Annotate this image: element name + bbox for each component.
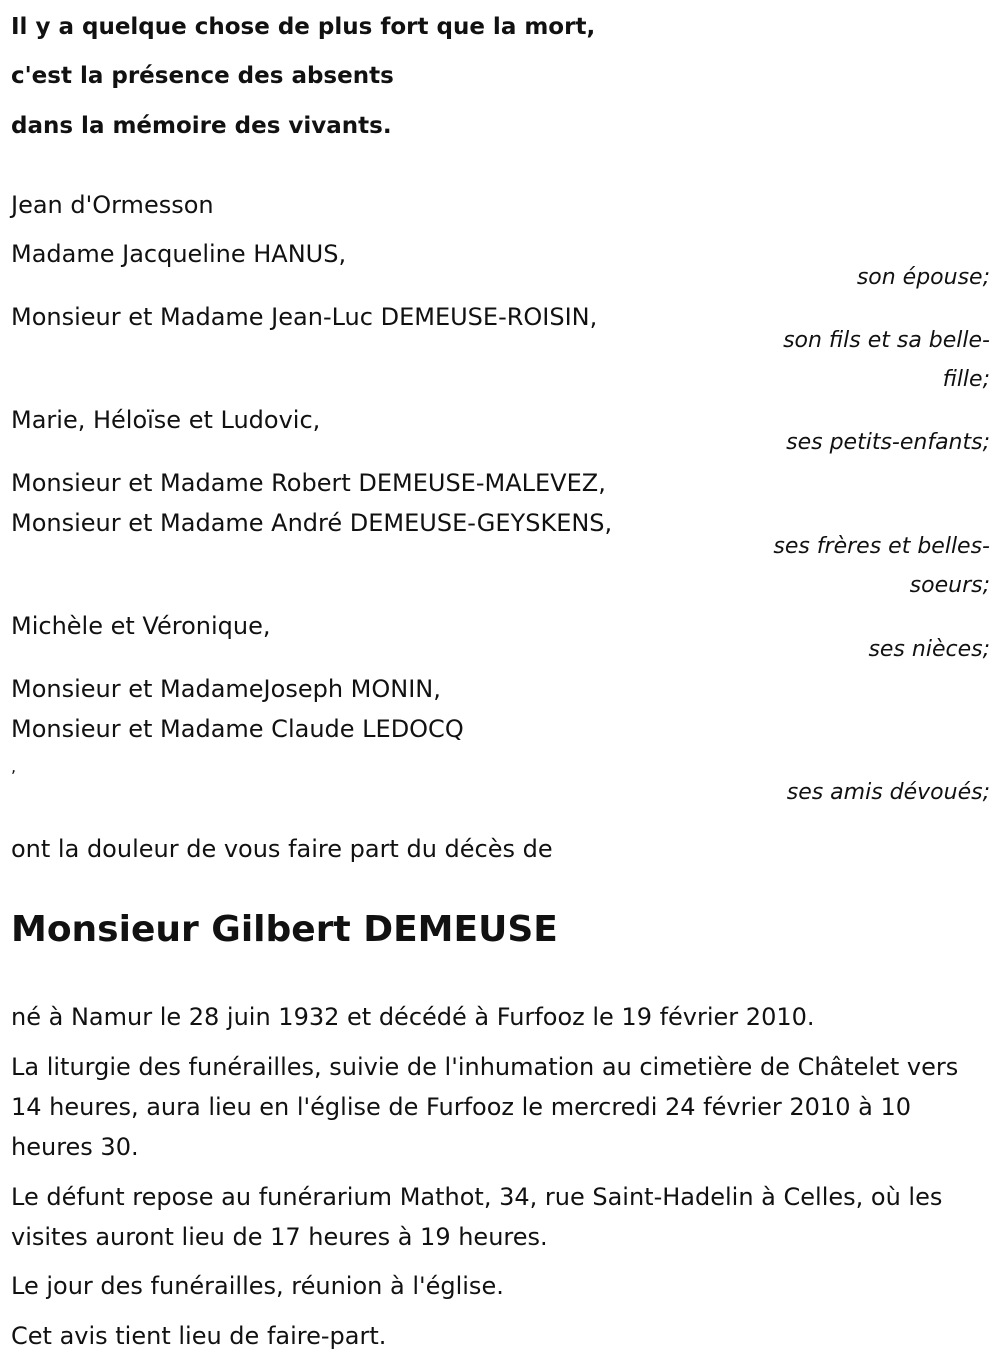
son-role-line-1: son fils et sa belle- — [783, 328, 990, 353]
friend-trailing-comma: , — [11, 757, 17, 776]
friends-role: ses amis dévoués; — [786, 780, 990, 805]
son-name: Monsieur et Madame Jean-Luc DEMEUSE-ROISIN, — [11, 303, 598, 331]
nieces-role: ses nièces; — [868, 637, 990, 662]
spouse-name: Madame Jacqueline HANUS, — [11, 240, 347, 268]
sibling-1-name: Monsieur et Madame Robert DEMEUSE-MALEVEZ, — [11, 469, 606, 497]
friend-1-name: Monsieur et MadameJoseph MONIN, — [11, 675, 441, 703]
grandchildren-name: Marie, Héloïse et Ludovic, — [11, 406, 321, 434]
son-role-line-2: fille; — [942, 367, 990, 392]
quote-line-1: Il y a quelque chose de plus fort que la mort, — [11, 14, 596, 40]
friend-2-name: Monsieur et Madame Claude LEDOCQ — [11, 715, 464, 743]
quote-author: Jean d'Ormesson — [11, 191, 214, 219]
rest-location-paragraph: Le défunt repose au funérarium Mathot, 34, rue Saint-Hadelin à Celles, où les visites auront lieu de 17 heures à 19 heures. — [11, 1183, 943, 1251]
liturgy-paragraph: La liturgie des funérailles, suivie de l'inhumation au cimetière de Châtelet vers 14 heures, aura lieu en l'église de Furfooz le mercredi 24 février 2010 à 10 heures 30. — [11, 1053, 959, 1161]
meeting-paragraph: Le jour des funérailles, réunion à l'église. — [11, 1272, 504, 1300]
deceased-name: Monsieur Gilbert DEMEUSE — [11, 909, 558, 950]
quote-line-2: c'est la présence des absents — [11, 63, 394, 89]
quote-line-3: dans la mémoire des vivants. — [11, 113, 392, 139]
birth-death-paragraph: né à Namur le 28 juin 1932 et décédé à Furfooz le 19 février 2010. — [11, 1003, 815, 1031]
grandchildren-role: ses petits-enfants; — [786, 430, 990, 455]
announcement-text: ont la douleur de vous faire part du décès de — [11, 835, 553, 863]
spouse-role: son épouse; — [856, 265, 990, 290]
nieces-name: Michèle et Véronique, — [11, 612, 271, 640]
notice-paragraph: Cet avis tient lieu de faire-part. — [11, 1322, 387, 1350]
sibling-2-name: Monsieur et Madame André DEMEUSE-GEYSKENS, — [11, 509, 613, 537]
siblings-role-line-1: ses frères et belles- — [773, 534, 990, 559]
siblings-role-line-2: soeurs; — [909, 573, 990, 598]
